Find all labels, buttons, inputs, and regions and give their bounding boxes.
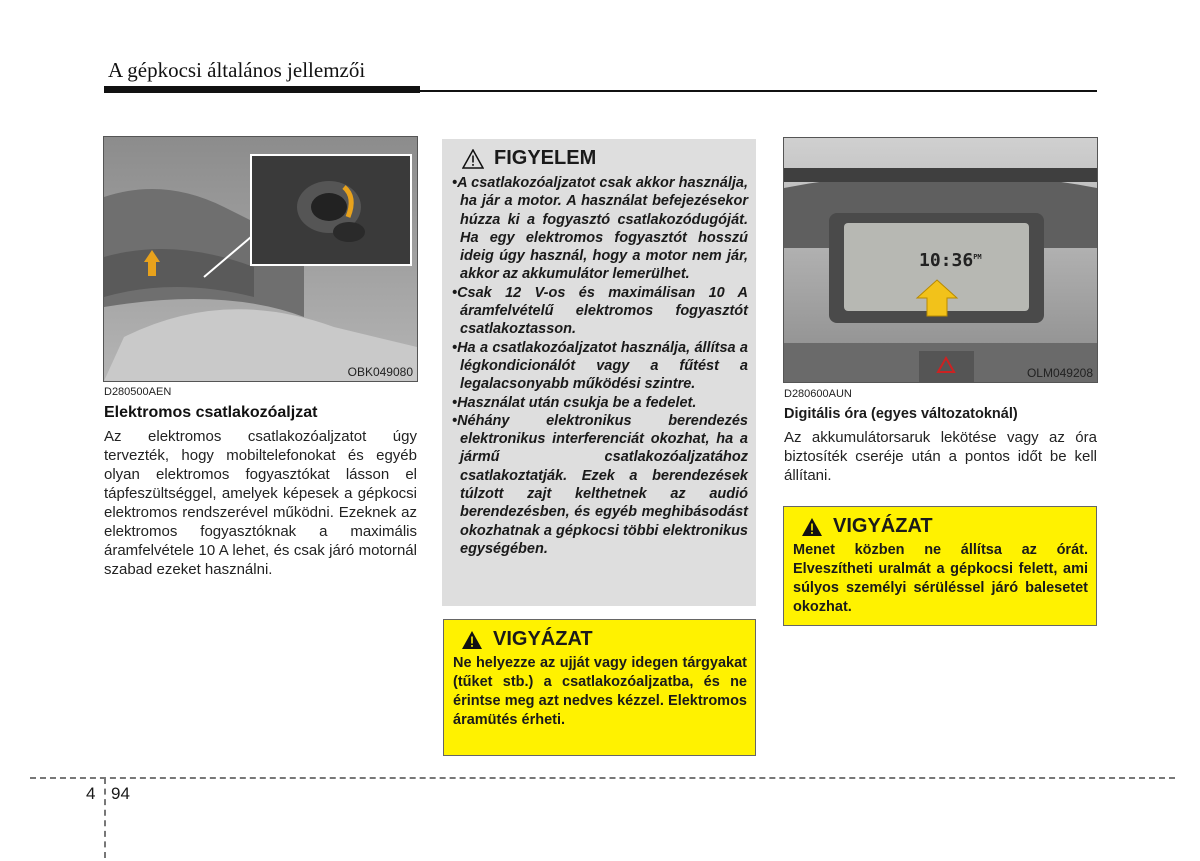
warning-box-clock bbox=[783, 506, 1097, 626]
clock-time: 10:36 bbox=[919, 250, 974, 271]
footer-dashed-divider bbox=[104, 778, 106, 858]
clock-display bbox=[919, 250, 982, 271]
caution-box bbox=[442, 139, 756, 606]
clock-photo bbox=[783, 137, 1098, 383]
caution-item: •Használat után csukja be a fedelet. bbox=[452, 394, 697, 411]
caution-item: •Csak 12 V-os és maximálisan 10 A áramfelvételű elektromos fogyasztót csatlakoztasson. bbox=[452, 284, 748, 338]
section-body-text: Az elektromos csatlakozóaljzatot úgy tervezték, hogy mobiltelefonokat és egyéb olyan elektromos fogyasztókat lásson el tápfeszültséggel, amelyek képesek a gépkocsi elektromos rendszerével működni. Ezeknek az elektromos fogyasztóknak a maximális áramfelvétele 10 A lehet, és csak járó motornál szabad ezeket használni. bbox=[104, 428, 417, 578]
caution-triangle-icon bbox=[462, 149, 484, 169]
section-title: Digitális óra (egyes változatoknál) bbox=[784, 406, 1018, 422]
warning-header bbox=[461, 628, 747, 651]
header-thick-rule bbox=[104, 86, 420, 93]
warning-text: Ne helyezze az ujját vagy idegen tárgyakat (tűket stb.) a csatlakozóaljzatba, és ne érintse meg azt nedves kézzel. Elektromos áramütés érheti. bbox=[453, 655, 747, 728]
section-ref-code: D280600AUN bbox=[784, 388, 852, 400]
footer-dashed-rule bbox=[30, 777, 1175, 779]
photo-code: OBK049080 bbox=[347, 365, 413, 379]
warning-title: VIGYÁZAT bbox=[833, 515, 933, 537]
warning-triangle-icon bbox=[801, 517, 823, 537]
header-thin-rule bbox=[420, 90, 1097, 92]
chapter-number: 4 bbox=[86, 784, 96, 803]
section-body-text: Az akkumulátorsaruk lekötése vagy az óra biztosíték cseréje után a pontos időt be kell állítani. bbox=[784, 429, 1097, 484]
socket-photo bbox=[103, 136, 418, 382]
warning-header bbox=[801, 515, 1088, 538]
caution-header bbox=[462, 147, 748, 170]
caution-list bbox=[452, 174, 748, 558]
caution-title: FIGYELEM bbox=[494, 147, 597, 169]
caution-item: •A csatlakozóaljzatot csak akkor használja, ha jár a motor. A használat befejezésekor húzza ki a fogyasztó csatlakozódugóját. Ha egy elektromos fogyasztót hosszú ideig úgy használ, hogy a motor nem jár, akkor az akkumulátor lemerülhet. bbox=[452, 175, 748, 283]
page-header-title: A gépkocsi általános jellemzői bbox=[108, 58, 366, 82]
page-number: 94 bbox=[111, 784, 130, 803]
caution-item: •Néhány elektronikus berendezés elektronikus interferenciát okozhat, ha a jármű csatlakozóaljzatához csatlakoztatják. Ezek a berendezések túlzott zajt kelthetnek az audió berendezésben, és egyéb meghibásodást okozhatnak a gépkocsi többi elektronikus egységében. bbox=[452, 412, 748, 557]
socket-photo-illustration bbox=[104, 137, 417, 381]
section-title: Elektromos csatlakozóaljzat bbox=[104, 404, 318, 421]
clock-suffix: PM bbox=[973, 253, 982, 261]
warning-title: VIGYÁZAT bbox=[493, 628, 593, 650]
photo-code: OLM049208 bbox=[1026, 366, 1093, 380]
warning-triangle-icon bbox=[461, 630, 483, 650]
section-ref-code: D280500AEN bbox=[104, 386, 172, 398]
caution-item: •Ha a csatlakozóaljzatot használja, állítsa a légkondicionálót vagy a fűtést a legalacsonyabb működési szintre. bbox=[452, 339, 748, 393]
warning-text: Menet közben ne állítsa az órát. Elveszítheti uralmát a gépkocsi felett, ami súlyos személyi sérüléssel járó balesetet okozhat. bbox=[793, 542, 1088, 615]
warning-box-socket bbox=[443, 619, 756, 756]
